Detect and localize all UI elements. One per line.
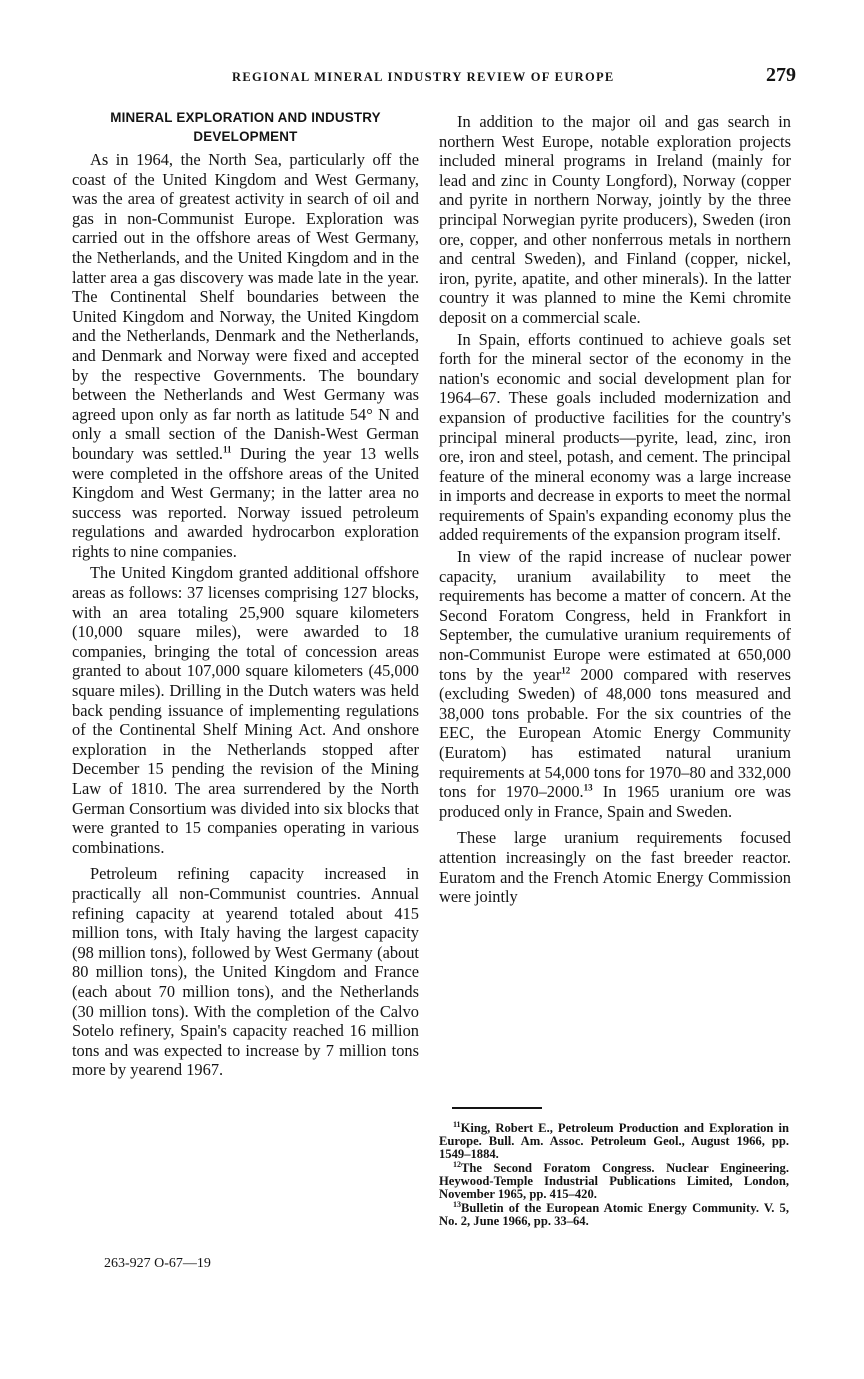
page-number: 279 <box>766 64 796 86</box>
running-head: REGIONAL MINERAL INDUSTRY REVIEW OF EUROPE <box>232 70 615 84</box>
paragraph: In addition to the major oil and gas search in northern West Europe, notable exploration projects included mineral programs in Ireland (mainly for lead and zinc in County Longford), Norway (copper and pyrite in northern Norway, jointly by the three principal Norwegian pyrite producers), Sweden (iron ore, copper, and other nonferrous metals in northern and central Sweden), and Finland (copper, nickel, iron, pyrite, apatite, and other minerals). In the latter country it was planned to mine the Kemi chromite deposit on a commercial scale. <box>439 112 791 327</box>
footnote-number: 11 <box>453 1119 461 1129</box>
footnote-number: 12 <box>453 1159 461 1169</box>
paragraph: Petroleum refining capacity increased in practically all non-Communist countries. Annual refining capacity at yearend totaled about 415 million tons, with Italy having the largest capacity (98 million tons), followed by West Germany (about 80 million tons), the United Kingdom and France (each about 70 million tons), and the Netherlands (30 million tons). With the completion of the Calvo Sotelo refinery, Spain's capacity reached 16 million tons and was expected to increase by 7 million tons more by yearend 1967. <box>72 864 419 1080</box>
paragraph-text: During the year 13 wells were completed in the offshore areas of the United Kingdom and West Germany; in the latter area no success was reported. Norway issued petroleum regulations and awarded hydrocarbon exploration rights to nine companies. <box>72 443 419 561</box>
paragraph-text: 2000 compared with reserves (excluding Sweden) of 48,000 tons measured and 38,000 tons probable. For the six countries of the EEC, the European Atomic Energy Community (Euratom) has estimated natural uranium requirements at 54,000 tons for 1970–80 and 332,000 tons for 1970–2000. <box>439 664 792 802</box>
footnote-text: The Second Foratom Congress. Nuclear Engineering. Heywood-Temple Industrial Publications Limited, London, November 1965, pp. 415–420. <box>439 1161 789 1201</box>
paragraph <box>439 547 791 821</box>
footnote-number: 13 <box>453 1199 461 1209</box>
footnote-ref-12: 12 <box>561 665 571 676</box>
paragraph <box>72 150 419 561</box>
footnote-13 <box>439 1199 789 1228</box>
section-title-line1: MINERAL EXPLORATION AND INDUSTRY <box>110 110 381 125</box>
section-title <box>72 108 419 146</box>
footnote-divider <box>452 1107 542 1109</box>
footnotes <box>439 1119 789 1229</box>
paragraph: The United Kingdom granted additional offshore areas as follows: 37 licenses comprising 127 blocks, with an area totaling 25,900 square kilometers (10,000 square miles), were awarded to 18 companies, bringing the total of concession areas granted to about 107,000 square kilometers (45,000 square miles). Drilling in the Dutch waters was held back pending issuance of implementing regulations of the Continental Shelf Mining Act. And onshore exploration in the Netherlands stopped after December 15 pending the revision of the Mining Law of 1810. The area surrendered by the North German Consortium was divided into six blocks that were granted to 15 companies operating in various combinations. <box>72 563 419 857</box>
paragraph-text: As in 1964, the North Sea, particularly off the coast of the United Kingdom and West Germany, was the area of greatest activity in search of oil and gas in non-Communist Europe. Exploration was carried out in the offshore areas of West Germany, the Netherlands, and the United Kingdom and in the latter area a gas discovery was made late in the year. The Continental Shelf boundaries between the United Kingdom and Norway, the United Kingdom and the Netherlands, Denmark and the Netherlands, and Denmark and Norway were fixed and accepted by the respective Governments. The boundary between the Netherlands and West Germany was agreed upon only as far north as latitude 54° N and only a small section of the Danish-West German boundary was settled. <box>72 150 419 463</box>
section-title-line2: DEVELOPMENT <box>193 129 298 144</box>
paragraph-text: In 1965 uranium ore was produced only in France, Spain and Sweden. <box>439 782 791 821</box>
right-column <box>439 112 791 909</box>
footnote-ref-11: 11 <box>223 444 232 455</box>
left-column <box>72 108 419 1082</box>
footnote-ref-13: 13 <box>583 782 593 793</box>
footnote-12 <box>439 1159 789 1201</box>
footnote-text: King, Robert E., Petroleum Production and Exploration in Europe. Bull. Am. Assoc. Petroleum Geol., August 1966, pp. 1549–1884. <box>439 1121 789 1161</box>
paragraph: In Spain, efforts continued to achieve goals set forth for the mineral sector of the economy in the nation's economic and social development plan for 1964–67. These goals included modernization and expansion of productive facilities for the country's principal mineral products—pyrite, lead, zinc, iron ore, iron and steel, potash, and cement. The principal feature of the mineral economy was a large increase in imports and decrease in exports to meet the normal requirements of Spain's expanding economy plus the added requirements of the expansion program itself. <box>439 329 791 545</box>
paragraph: These large uranium requirements focused attention increasingly on the fast breeder reactor. Euratom and the French Atomic Energy Commission were jointly <box>439 828 791 907</box>
footnote-11 <box>439 1119 789 1161</box>
footnote-text: Bulletin of the European Atomic Energy Community. V. 5, No. 2, June 1966, pp. 33–64. <box>439 1201 789 1228</box>
print-code: 263-927 O-67—19 <box>104 1256 211 1271</box>
paragraph-text: In view of the rapid increase of nuclear power capacity, uranium availability to meet the requirements has become a matter of concern. At the Second Foratom Congress, held in Frankfort in September, the cumulative uranium requirements of non-Communist Europe were estimated at 650,000 tons by the year <box>439 547 791 684</box>
